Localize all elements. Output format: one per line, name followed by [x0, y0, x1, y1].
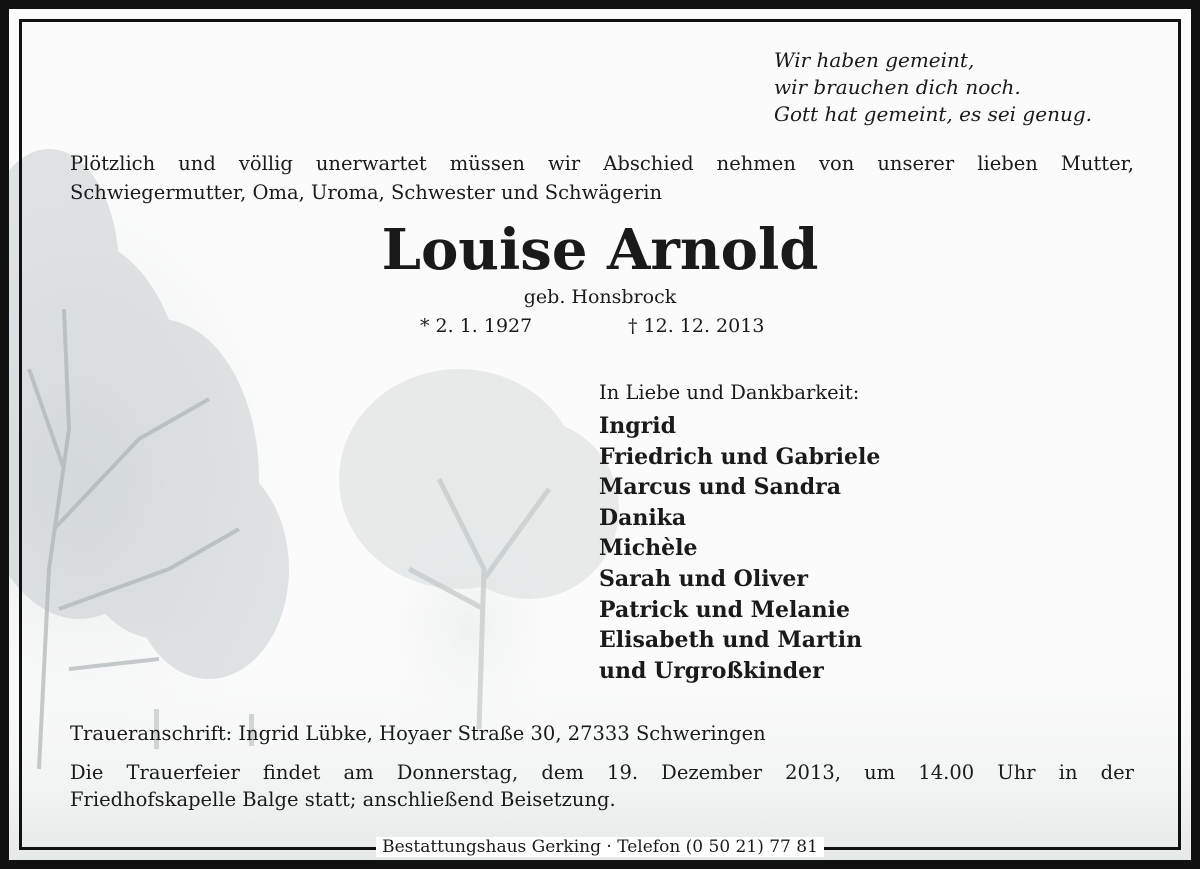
funeral-home-contact: Bestattungshaus Gerking · Telefon (0 50 21) 77 81: [376, 837, 824, 857]
poem-line: wir brauchen dich noch.: [774, 75, 1021, 99]
intro-line: Plötzlich und völlig unerwartet müssen wir Abschied nehmen von unserer lieben Mutter,: [70, 152, 1134, 175]
intro-text: [70, 149, 1134, 207]
mourners-list: [599, 411, 880, 686]
mourner-name: Ingrid: [599, 413, 676, 439]
mourning-address: Traueranschrift: Ingrid Lübke, Hoyaer Straße 30, 27333 Schweringen: [70, 722, 766, 745]
mourner-name: Friedrich und Gabriele: [599, 443, 881, 470]
mourners-heading: In Liebe und Dankbarkeit:: [599, 381, 860, 404]
service-line: Die Trauerfeier findet am Donnerstag, dem 19. Dezember 2013, um 14.00 Uhr in der: [70, 761, 1134, 784]
birth-date: * 2. 1. 1927: [420, 315, 533, 337]
deceased-name: Louise Arnold: [381, 217, 819, 283]
service-line: Friedhofskapelle Balge statt; anschließend Beisetzung.: [70, 788, 616, 811]
poem: [774, 47, 1092, 128]
mourner-name: und Urgroßkinder: [599, 657, 824, 684]
mourner-name: Danika: [599, 504, 687, 531]
mourner-name: Patrick und Melanie: [599, 596, 850, 623]
death-date: † 12. 12. 2013: [628, 315, 765, 337]
intro-line: Schwiegermutter, Oma, Uroma, Schwester und Schwägerin: [70, 181, 663, 204]
mourner-name: Sarah und Oliver: [599, 565, 808, 592]
mourner-name: Michèle: [599, 535, 698, 562]
mourner-name: Marcus und Sandra: [599, 474, 842, 501]
poem-line: Gott hat gemeint, es sei genug.: [774, 102, 1092, 126]
poem-line: Wir haben gemeint,: [774, 48, 975, 72]
maiden-name: geb. Honsbrock: [523, 286, 677, 308]
mourner-name: Elisabeth und Martin: [599, 627, 863, 654]
service-info: [70, 759, 1134, 813]
funeral-home-footer: [9, 835, 1191, 859]
